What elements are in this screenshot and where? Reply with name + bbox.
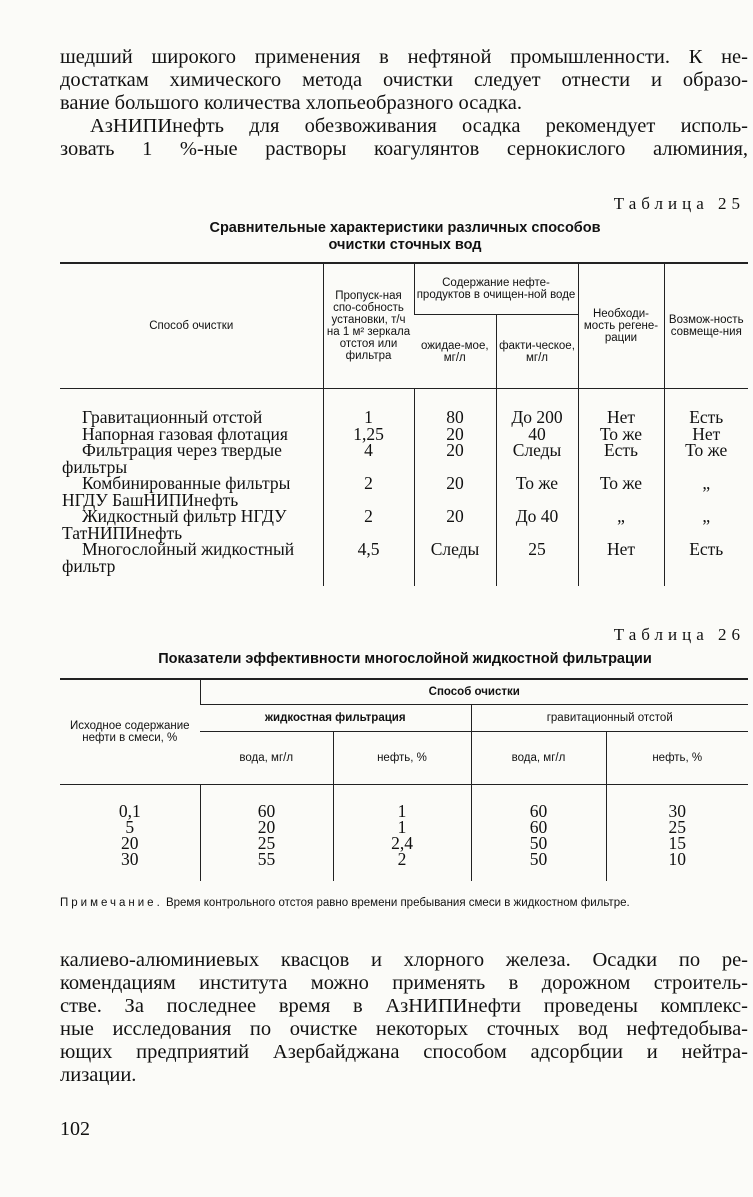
cell-regen: То же <box>578 475 664 508</box>
table-row <box>60 785 748 820</box>
text-line: ющих предприятий Азербайджана способом адсорбции и нейтра- <box>60 1041 748 1063</box>
note-label: Примечание. <box>60 897 163 909</box>
cell-regen: Нет <box>578 541 664 586</box>
th-liquid: жидкостная фильтрация <box>200 705 471 732</box>
cell-capacity: 1,25 <box>323 426 414 443</box>
cell-compat: Есть <box>664 389 748 426</box>
cell-lf-water: 55 <box>200 851 333 881</box>
cell-regen: Есть <box>578 442 664 475</box>
text-line: калиево-алюминиевых квасцов и хлорного железа. Осадки по ре- <box>60 949 748 971</box>
cell-capacity: 2 <box>323 508 414 541</box>
cell-method: Многослойный жидкостный фильтр <box>62 539 295 576</box>
th-expected: ожидае-мое, мг/л <box>414 315 496 389</box>
paragraph-top <box>60 46 748 161</box>
note-text: Время контрольного отстоя равно времени пребывания смеси в жидкостном фильтре. <box>165 897 630 909</box>
cell-expected: 20 <box>414 442 496 475</box>
table25-label: Таблица 25 <box>613 194 745 213</box>
th-gr-oil: нефть, % <box>606 732 748 785</box>
th-initial: Исходное содержание нефти в смеси, % <box>60 679 200 785</box>
th-method: Способ очистки <box>200 679 748 705</box>
cell-lf-oil: 2 <box>333 851 471 881</box>
cell-expected: Следы <box>414 541 496 586</box>
text-line: зовать 1 %-ные растворы коагулянтов сернокислого алюминия, <box>60 138 748 160</box>
table-row <box>60 851 748 881</box>
cell-expected: 20 <box>414 508 496 541</box>
cell-gr-oil: 10 <box>606 851 748 881</box>
cell-capacity: 1 <box>323 389 414 426</box>
table-row <box>60 508 748 541</box>
cell-regen: Нет <box>578 389 664 426</box>
cell-initial: 5 <box>125 817 135 837</box>
cell-method: Жидкостный фильтр НГДУ ТатНИПИнефть <box>62 506 287 543</box>
th-lf-water: вода, мг/л <box>200 732 333 785</box>
cell-lf-water: 25 <box>200 835 333 851</box>
cell-initial: 0,1 <box>118 801 141 821</box>
table25-title <box>60 220 750 254</box>
cell-method: Напорная газовая флотация <box>82 423 288 444</box>
table-row <box>60 475 748 508</box>
cell-initial: 30 <box>121 849 139 869</box>
table26-label: Таблица 26 <box>613 625 745 644</box>
paragraph-bottom <box>60 949 748 1087</box>
th-method: Способ очистки <box>60 263 323 389</box>
cell-capacity: 2 <box>323 475 414 508</box>
cell-method: Комбинированные фильтры НГДУ БашНИПИнефть <box>62 473 291 510</box>
cell-method: Гравитационный отстой <box>82 407 263 427</box>
cell-lf-water: 20 <box>200 819 333 835</box>
th-gr-water: вода, мг/л <box>471 732 606 785</box>
th-actual: факти-ческое, мг/л <box>496 315 578 389</box>
table26 <box>60 678 748 881</box>
cell-actual: 40 <box>496 426 578 443</box>
th-capacity: Пропуск-ная спо-собность установки, т/ч на 1 м² зеркала отстоя или фильтра <box>323 263 414 389</box>
cell-lf-oil: 1 <box>333 819 471 835</box>
cell-lf-water: 60 <box>200 785 333 820</box>
text-line: комендациям института можно применять в дорожном строитель- <box>60 972 748 994</box>
cell-regen: То же <box>578 426 664 443</box>
cell-actual: До 40 <box>496 508 578 541</box>
text-line: шедший широкого применения в нефтяной промышленности. К не- <box>60 46 748 68</box>
cell-gr-water: 60 <box>471 819 606 835</box>
cell-actual: Следы <box>496 442 578 475</box>
cell-actual: 25 <box>496 541 578 586</box>
table25-title-line1: Сравнительные характеристики различных способов <box>209 220 601 236</box>
text-line: вание большого количества хлопьеобразного осадка. <box>60 92 522 114</box>
table25 <box>60 262 748 586</box>
table26-note <box>60 897 748 910</box>
cell-gr-oil: 15 <box>606 835 748 851</box>
cell-gr-water: 50 <box>471 851 606 881</box>
table26-title: Показатели эффективности многослойной жидкостной фильтрации <box>158 651 652 667</box>
page-number: 102 <box>60 1118 90 1140</box>
text-line: ные исследования по очистке некоторых сточных вод нефтедобыва- <box>60 1018 748 1040</box>
table-row <box>60 541 748 586</box>
th-lf-oil: нефть, % <box>333 732 471 785</box>
text-line: АзНИПИнефть для обезвоживания осадка рекомендует исполь- <box>90 115 748 137</box>
text-line: достаткам химического метода очистки следует отнести и образо- <box>60 69 748 91</box>
cell-expected: 20 <box>414 426 496 443</box>
cell-capacity: 4 <box>323 442 414 475</box>
text-line: лизации. <box>60 1064 137 1086</box>
cell-compat: „ <box>664 475 748 508</box>
cell-compat: То же <box>664 442 748 475</box>
table-row <box>60 389 748 426</box>
cell-gr-water: 50 <box>471 835 606 851</box>
cell-expected: 80 <box>414 389 496 426</box>
table-row <box>60 442 748 475</box>
table25-title-line2: очистки сточных вод <box>328 237 482 253</box>
th-content: Содержание нефте-продуктов в очищен-ной воде <box>414 263 578 315</box>
th-gravity: гравитационный отстой <box>471 705 748 732</box>
cell-expected: 20 <box>414 475 496 508</box>
cell-actual: До 200 <box>496 389 578 426</box>
cell-compat: Нет <box>664 426 748 443</box>
cell-compat: Есть <box>664 541 748 586</box>
cell-gr-oil: 30 <box>606 785 748 820</box>
cell-gr-water: 60 <box>471 785 606 820</box>
cell-gr-oil: 25 <box>606 819 748 835</box>
text-line: стве. За последнее время в АзНИПИнефти проведены комплекс- <box>60 995 748 1017</box>
cell-regen: „ <box>578 508 664 541</box>
cell-lf-oil: 1 <box>333 785 471 820</box>
th-regen: Необходи-мость регене-рации <box>578 263 664 389</box>
cell-method: Фильтрация через твердые фильтры <box>62 440 282 477</box>
cell-capacity: 4,5 <box>323 541 414 586</box>
cell-initial: 20 <box>121 833 139 853</box>
cell-compat: „ <box>664 508 748 541</box>
cell-lf-oil: 2,4 <box>333 835 471 851</box>
th-compat: Возмож-ность совмеще-ния <box>664 263 748 389</box>
cell-actual: То же <box>496 475 578 508</box>
